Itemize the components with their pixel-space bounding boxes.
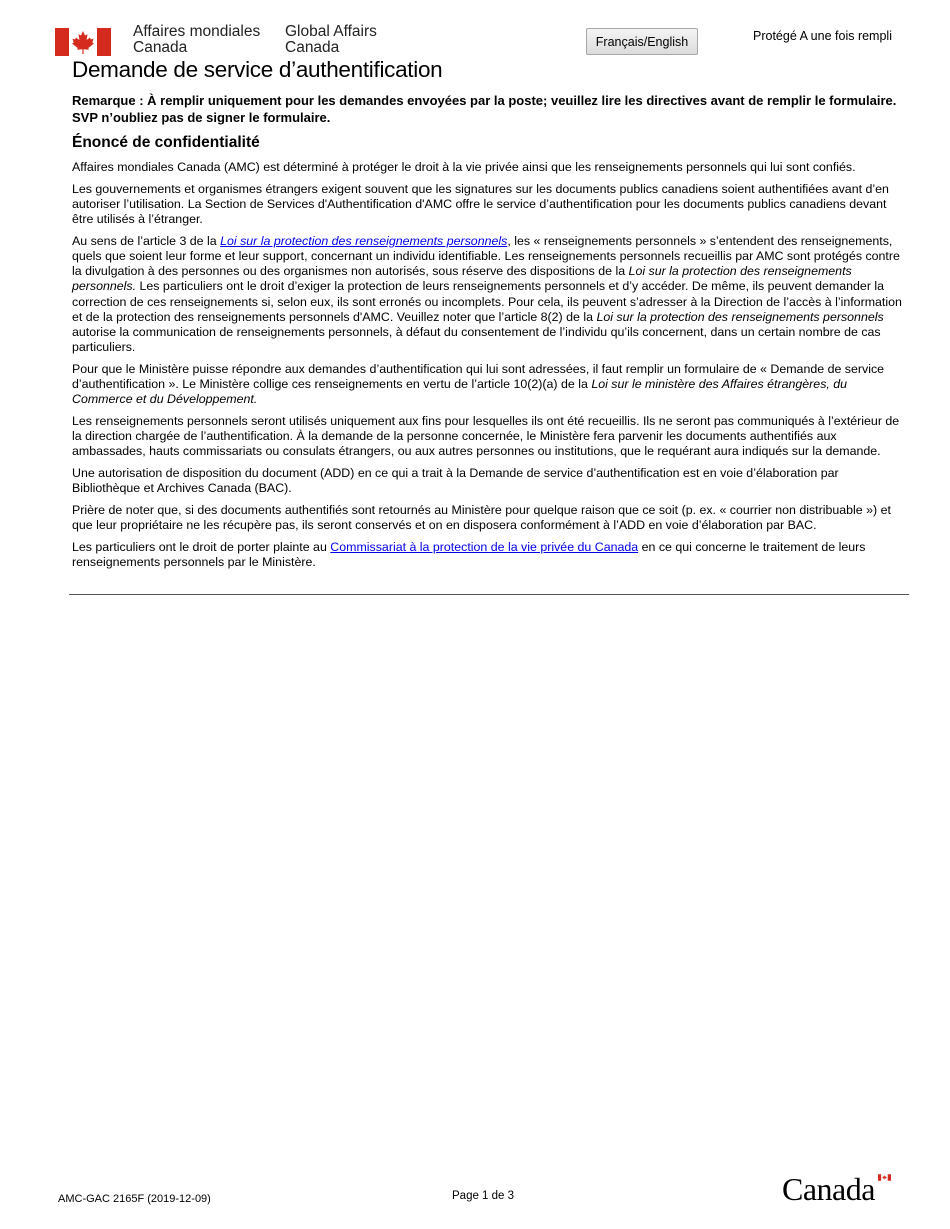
department-name-english-line2: Canada xyxy=(285,39,340,56)
privacy-paragraph-4-text: Pour que le Ministère puisse répondre aux demandes d’authentification qui lui sont adressées, il faut remplir un formulaire de « Demande de service d’authentification ». Le Ministère collige ces renseignements en vertu de l’article 10(2)(a) de la xyxy=(72,361,885,392)
privacy-paragraph-8-text-b: en ce qui concerne le traitement de leurs renseignements personnels par le Ministère. xyxy=(72,539,866,570)
form-note: Remarque : À remplir uniquement pour les demandes envoyées par la poste; veuillez lire les directives avant de remplir le formulaire. SVP n’oubliez pas de signer le formulaire. xyxy=(72,93,897,125)
privacy-paragraph-7: Prière de noter que, si des documents authentifiés sont retournés au Ministère pour quelque raison que ce soit (p. ex. « courrier non distribuable ») et que leur propriétaire ne les récupère pas, ils seront conservés et on en disposera conformément à l’ADD en voie d’élaboration par BAC. xyxy=(72,503,891,533)
privacy-statement-body xyxy=(72,160,910,577)
form-title: Demande de service d’authentification xyxy=(72,57,443,82)
privacy-act-citation-1: Loi sur la protection des renseignements personnels. xyxy=(72,264,852,294)
canada-wordmark-logo xyxy=(782,1172,897,1206)
page-header xyxy=(0,0,950,60)
form-number: AMC-GAC 2165F (2019-12-09) xyxy=(58,1193,211,1205)
page-number: Page 1 de 3 xyxy=(452,1190,515,1202)
privacy-commissioner-link[interactable]: Commissariat à la protection de la vie privée du Canada xyxy=(330,539,639,554)
canada-flag-icon xyxy=(55,28,111,56)
canada-wordmark-text: Canada xyxy=(782,1171,875,1207)
privacy-paragraph-3-text-d: autorise la communication de renseignements personnels, à défaut du consentement de l’individu qu’ils concernent, dans un certain nombre de cas particuliers. xyxy=(72,325,881,355)
dfatd-act-citation: Loi sur le ministère des Affaires étrangères, du Commerce et du Développement. xyxy=(72,377,848,407)
department-name-french-line1: Affaires mondiales xyxy=(133,23,261,40)
privacy-paragraph-3-text-b: , les « renseignements personnels » s’entendent des renseignements, quels que soient leur forme et leur support, concernant un individu identifiable. Les renseignements personnels recueillis par AMC sont protégés contre la divulgation à des personnes ou des organismes non autorisés, sous réserve des dispositions de la xyxy=(72,233,900,279)
privacy-paragraph-6: Une autorisation de disposition du document (ADD) en ce qui a trait à la Demande de service d’authentification est en voie d’élaboration par Bibliothèque et Archives Canada (BAC). xyxy=(72,466,839,496)
privacy-paragraph-4 xyxy=(72,362,910,408)
privacy-statement-heading: Énoncé de confidentialité xyxy=(72,134,260,151)
privacy-paragraph-3-text-a: Au sens de l’article 3 de la xyxy=(72,233,221,248)
privacy-paragraph-8 xyxy=(72,540,910,570)
privacy-act-link[interactable]: Loi sur la protection des renseignements personnels xyxy=(220,233,508,248)
department-name-english xyxy=(285,24,377,56)
privacy-paragraph-2: Les gouvernements et organismes étrangers exigent souvent que les signatures sur les documents publics canadiens soient authentifiées avant d’en autoriser l’utilisation. La Section de Services d'Authentification d'AMC offre le service d’authentification pour les documents publics canadiens devant être utilisés à l’étranger. xyxy=(72,181,889,227)
privacy-paragraph-8-text-a: Les particuliers ont le droit de porter plainte au xyxy=(72,539,331,554)
privacy-act-citation-2: Loi sur la protection des renseignements personnels xyxy=(596,309,884,324)
protection-level-label: Protégé A une fois rempli xyxy=(753,29,892,43)
privacy-paragraph-3-text-c: Les particuliers ont le droit d’exiger la protection de leurs renseignements personnels et d’y accéder. De même, ils peuvent demander la correction de ces renseignements si, selon eux, ils sont erronés ou incomplets. Pour cela, ils peuvent s’adresser à la Direction de l’accès à l’information et de la protection des renseignements personnels d'AMC. Veuillez noter que l’article 8(2) de la xyxy=(72,279,902,324)
privacy-paragraph-5: Les renseignements personnels seront utilisés uniquement aux fins pour lesquelles ils ont été recueillis. Ils ne seront pas communiqués à l’extérieur de la direction chargée de l’authentification. À la demande de la personne concernée, le Ministère fera parvenir les documents authentifiés aux ambassades, hauts commissariats ou consulats étrangers, ou aux autres personnes ou institutions, que le requérant aura indiqués sur la demande. xyxy=(72,414,900,459)
department-name-english-line1: Global Affairs xyxy=(285,23,377,40)
department-name-french-line2: Canada xyxy=(133,39,188,56)
wordmark-flag-icon xyxy=(878,1173,891,1182)
section-divider xyxy=(69,594,909,595)
privacy-paragraph-1: Affaires mondiales Canada (AMC) est déterminé à protéger le droit à la vie privée ainsi que les renseignements personnels qui lui sont confiés. xyxy=(72,160,856,174)
privacy-paragraph-3 xyxy=(72,234,910,356)
department-name-french xyxy=(133,24,260,56)
language-toggle-button[interactable]: Français/English xyxy=(586,28,698,55)
